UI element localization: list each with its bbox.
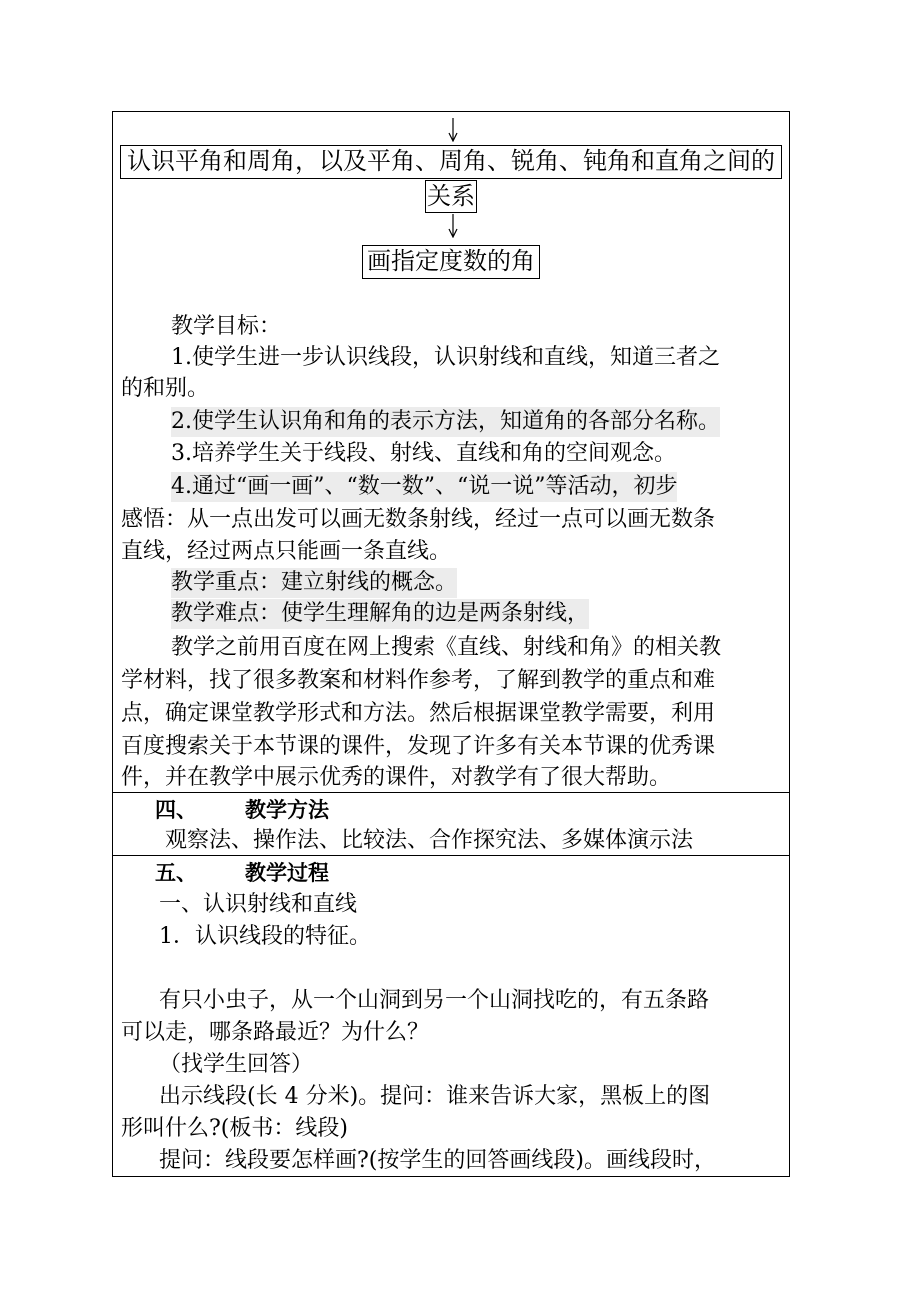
objective-line: 点，确定课堂教学形式和方法。然后根据课堂教学需要，利用 (121, 701, 716, 726)
process-line: 可以走，哪条路最近？为什么？ (121, 1020, 430, 1045)
section5-subheading: 1．认识线段的特征。 (159, 924, 371, 949)
objective-line: 2.使学生认识角和角的表示方法，知道角的各部分名称。 (171, 407, 720, 437)
objective-line: 感悟：从一点出发可以画无数条射线，经过一点可以画无数条 (121, 507, 716, 532)
content-table (112, 111, 790, 1177)
flow-box-relation-text: 关系 (427, 182, 475, 210)
section4-title: 教学方法 (245, 798, 329, 822)
section5-title: 教学过程 (245, 861, 329, 885)
flow-box-angles-text: 认识平角和周角，以及平角、周角、锐角、钝角和直角之间的 (127, 147, 775, 175)
objective-line: 直线，经过两点只能画一条直线。 (121, 539, 452, 564)
row-divider (113, 855, 789, 856)
objective-line: 百度搜索关于本节课的课件，发现了许多有关本节课的优秀课 (121, 734, 716, 759)
section5-number: 五、 (155, 861, 197, 885)
process-line: （找学生回答） (159, 1052, 314, 1077)
flow-box-draw-angle-text: 画指定度数的角 (367, 247, 535, 275)
objective-line: 的和别。 (121, 376, 210, 401)
process-line: 出示线段(长 4 分米)。提问：谁来告诉大家，黑板上的图 (159, 1084, 711, 1109)
objective-line: 教学重点：建立射线的概念。 (171, 568, 457, 598)
objectives-heading: 教学目标： (171, 314, 282, 339)
section5-subheading: 一、认识射线和直线 (159, 892, 358, 917)
process-line: 有只小虫子，从一个山洞到另一个山洞找吃的，有五条路 (159, 988, 710, 1013)
objective-line: 4.通过“画一画”、“数一数”、“说一说”等活动，初步 (171, 472, 677, 502)
process-line: 提问：线段要怎样画?(按学生的回答画线段)。画线段时， (159, 1148, 716, 1173)
down-arrow-icon (447, 118, 459, 142)
objective-line: 教学之前用百度在网上搜索《直线、射线和角》的相关教 (171, 635, 722, 660)
objective-line: 3.培养学生关于线段、射线、直线和角的空间观念。 (171, 441, 676, 466)
objective-line: 学材料，找了很多教案和材料作参考，了解到教学的重点和难 (121, 668, 716, 693)
section4-number: 四、 (155, 798, 197, 822)
flow-box-angles (120, 145, 782, 179)
section4-content: 观察法、操作法、比较法、合作探究法、多媒体演示法 (165, 828, 694, 853)
objective-line: 教学难点：使学生理解角的边是两条射线， (171, 599, 589, 629)
objective-line: 1.使学生进一步认识线段，认识射线和直线，知道三者之 (171, 345, 720, 370)
down-arrow-icon (447, 214, 459, 238)
process-line: 形叫什么?(板书：线段) (121, 1116, 348, 1141)
flow-box-relation (425, 180, 477, 213)
flow-box-draw-angle (362, 245, 540, 279)
row-divider (113, 792, 789, 793)
objective-line: 件，并在教学中展示优秀的课件，对教学有了很大帮助。 (121, 765, 672, 790)
